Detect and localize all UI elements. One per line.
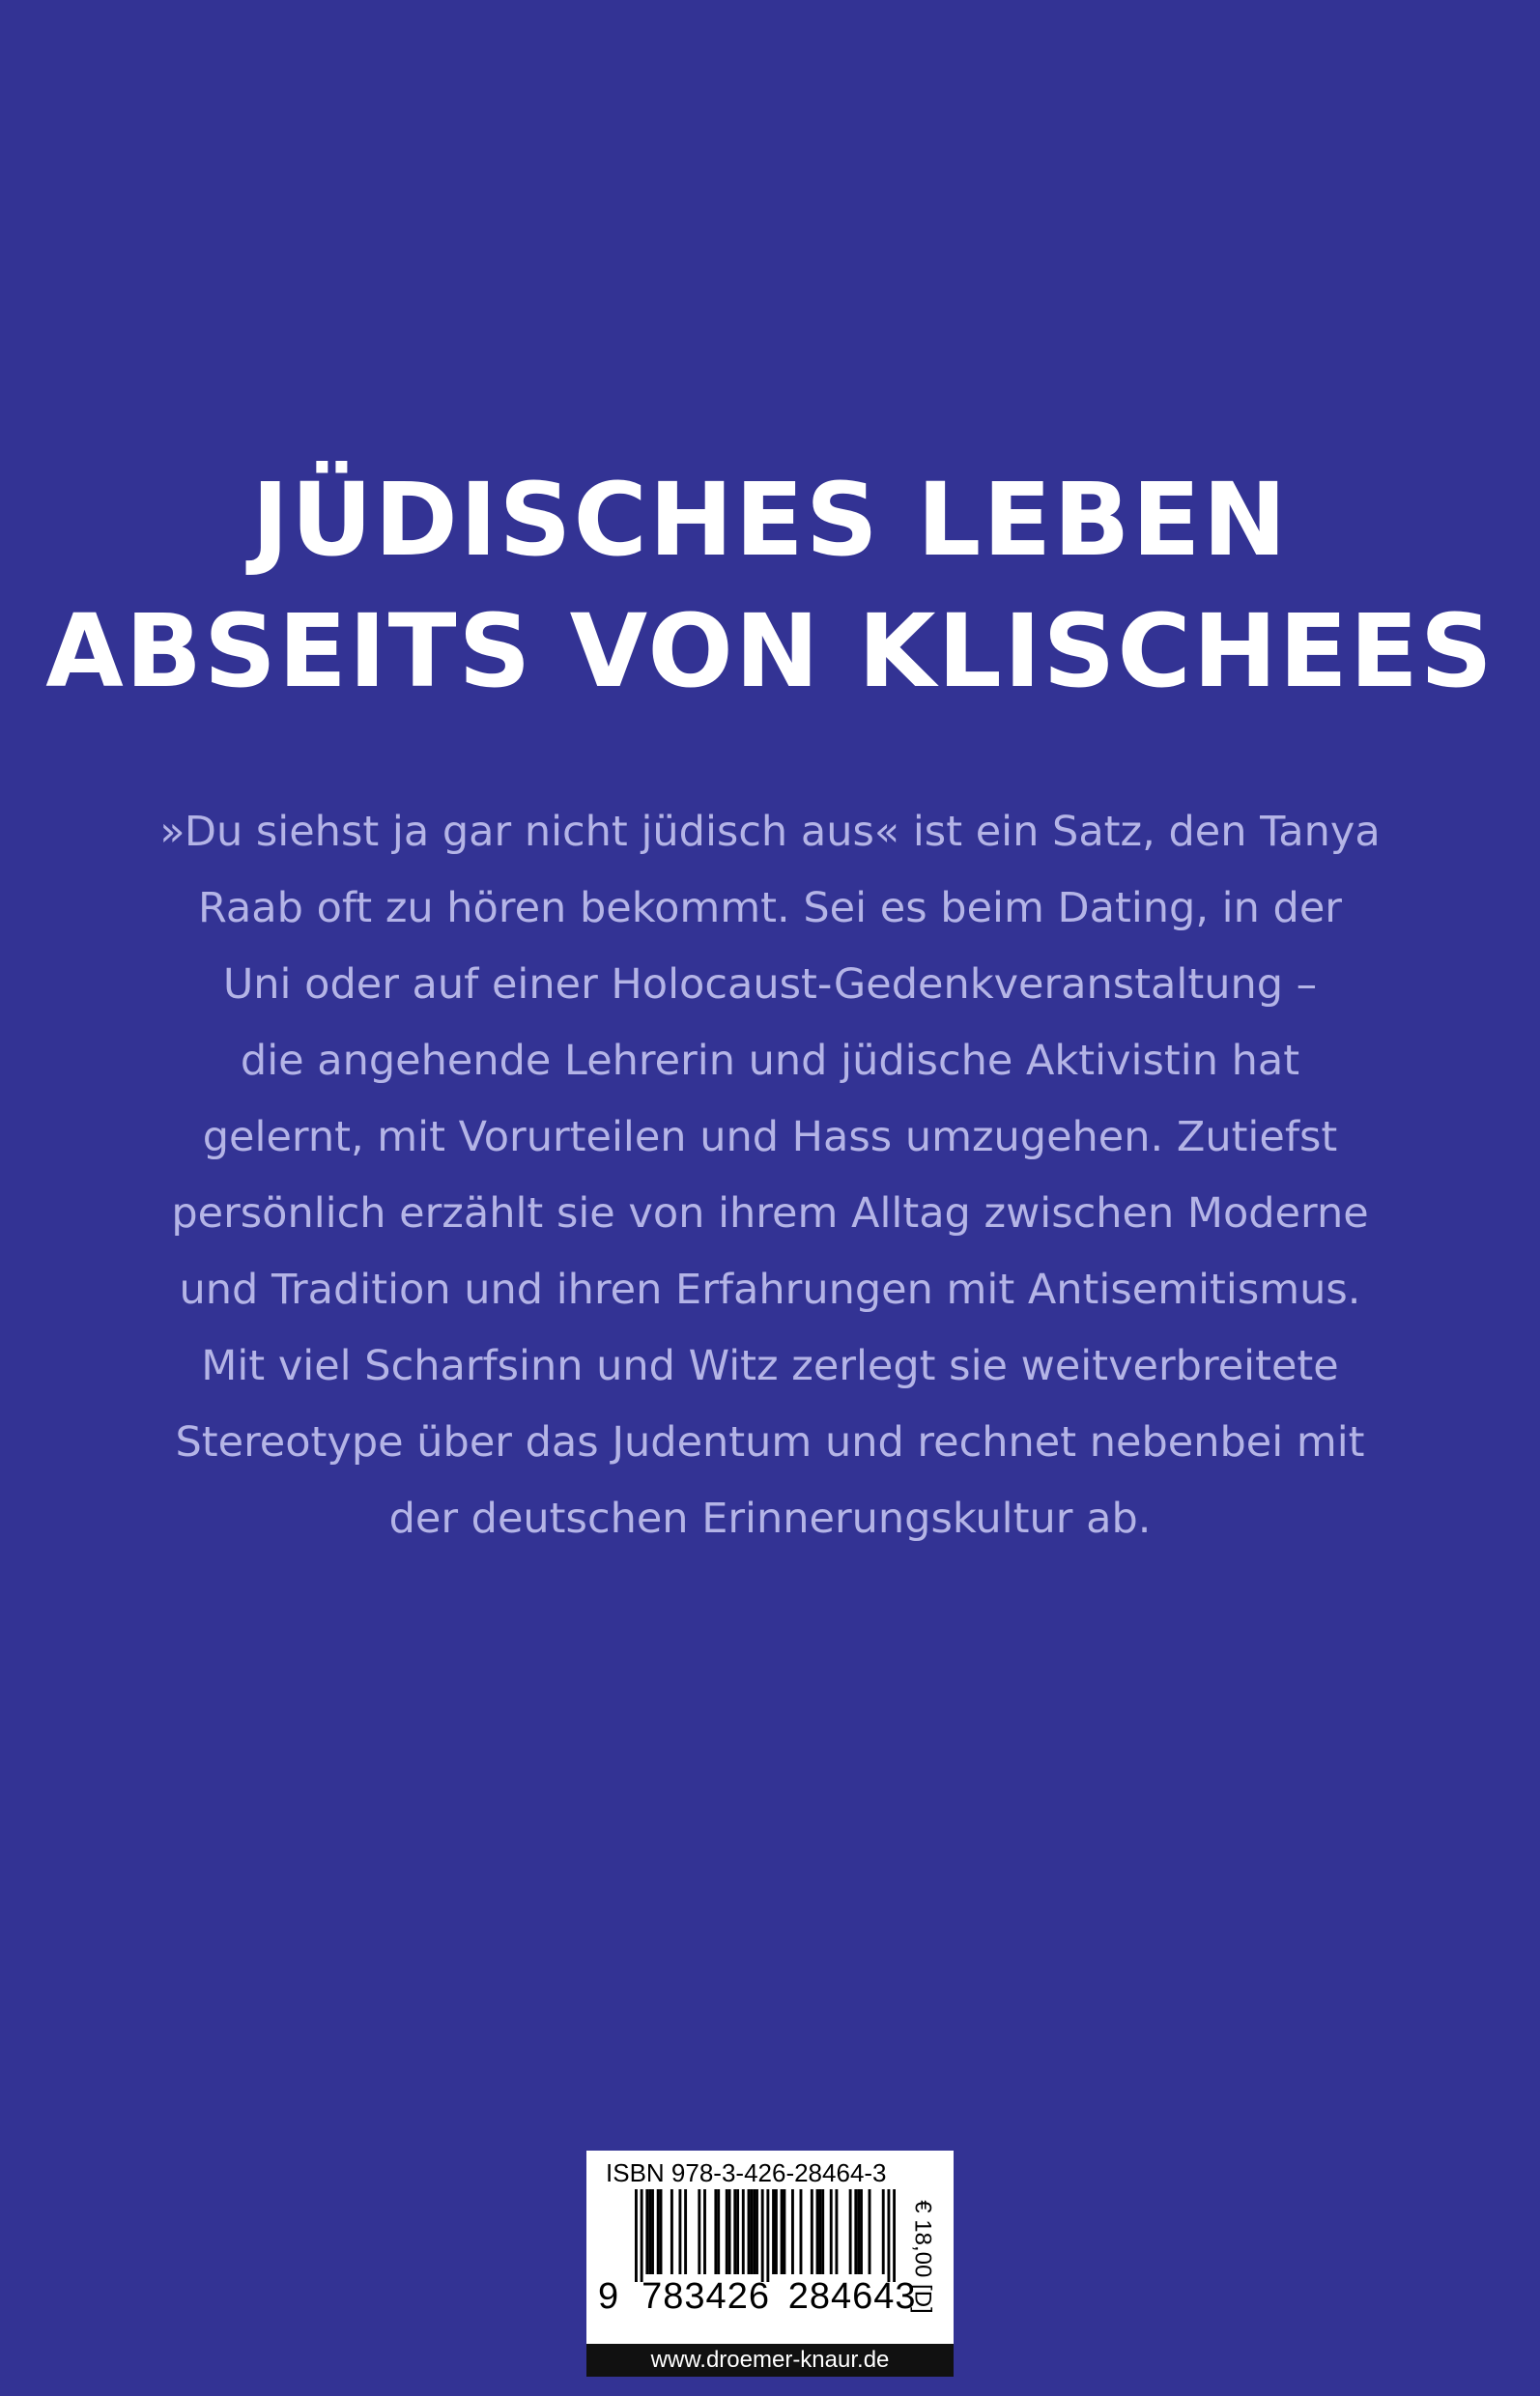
barcode-bar <box>698 2189 700 2274</box>
barcode-bar <box>657 2189 660 2274</box>
barcode-bar <box>775 2189 778 2274</box>
barcode-bar <box>821 2189 824 2274</box>
barcode-bar <box>811 2189 813 2274</box>
barcode-bar <box>772 2189 775 2274</box>
barcode-bar <box>835 2189 838 2274</box>
barcode-bar <box>651 2189 654 2274</box>
barcode-bar <box>648 2189 651 2274</box>
barcode-bar <box>748 2189 751 2274</box>
barcode-bar <box>756 2189 758 2274</box>
barcode-guard-bar <box>766 2189 769 2282</box>
headline-line-2: ABSEITS VON KLISCHEES <box>45 592 1495 710</box>
price-label: € 18,00 [D] <box>910 2200 937 2314</box>
barcode-bar <box>670 2189 673 2274</box>
barcode-bar <box>849 2189 852 2274</box>
barcode-block <box>586 2151 954 2344</box>
barcode-bar <box>684 2189 687 2274</box>
barcode-bar <box>733 2189 736 2274</box>
barcode-bar <box>800 2189 803 2274</box>
barcode-bar <box>830 2189 833 2274</box>
blurb-line: der deutschen Erinnerungskultur ab. <box>388 1495 1152 1543</box>
barcode-bar <box>791 2189 794 2274</box>
barcode-bar <box>703 2189 706 2274</box>
blurb-line: Uni oder auf einer Holocaust-Gedenkveranstaltung – <box>222 960 1318 1009</box>
barcode-bar <box>736 2189 739 2274</box>
barcode-digits <box>598 2276 920 2318</box>
blurb-line: die angehende Lehrerin und jüdische Aktivistin hat <box>240 1037 1300 1085</box>
blurb-line: Mit viel Scharfsinn und Witz zerlegt sie weitverbreitete <box>201 1342 1339 1390</box>
barcode-guard-bar <box>641 2189 643 2282</box>
price-label-wrap <box>903 2189 942 2325</box>
blurb-line: Stereotype über das Judentum und rechnet nebenbei mit <box>175 1418 1365 1467</box>
barcode-bar <box>678 2189 681 2274</box>
barcode-bar <box>818 2189 821 2274</box>
headline-line-1: JÜDISCHES LEBEN <box>251 461 1289 579</box>
blurb-line: gelernt, mit Vorurteilen und Hass umzugehen. Zutiefst <box>202 1113 1338 1161</box>
barcode-guard-bar <box>893 2189 896 2282</box>
headline <box>0 454 1540 717</box>
barcode-bar <box>660 2189 663 2274</box>
isbn-label: ISBN 978-3-426-28464-3 <box>606 2158 887 2187</box>
barcode-guard-bar <box>635 2189 638 2282</box>
barcode-digit-first: 9 <box>598 2276 620 2317</box>
barcode-bar <box>781 2189 784 2274</box>
barcode-bar <box>816 2189 819 2274</box>
blurb-line: persönlich erzählt sie von ihrem Alltag zwischen Moderne <box>171 1189 1369 1238</box>
barcode-bar <box>854 2189 857 2274</box>
barcode-bar <box>753 2189 756 2274</box>
blurb-text <box>145 794 1395 1557</box>
barcode-bar <box>717 2189 720 2274</box>
barcode-bar <box>645 2189 648 2274</box>
barcode-bar <box>714 2189 717 2274</box>
blurb-line: »Du siehst ja gar nicht jüdisch aus« ist ein Satz, den Tanya <box>159 808 1381 856</box>
barcode-guard-bar <box>761 2189 764 2282</box>
blurb-line: Raab oft zu hören bekommt. Sei es beim Dating, in der <box>198 884 1342 932</box>
publisher-url: www.droemer-knaur.de <box>586 2344 954 2377</box>
blurb-line: und Tradition und ihren Erfahrungen mit Antisemitismus. <box>179 1266 1361 1314</box>
barcode-bar <box>728 2189 731 2274</box>
barcode-bar <box>742 2189 745 2274</box>
barcode-bars <box>635 2189 896 2282</box>
barcode-bar <box>750 2189 753 2274</box>
barcode-bar <box>726 2189 728 2274</box>
barcode-digit-group-2: 284643 <box>787 2276 917 2317</box>
barcode-bar <box>783 2189 785 2274</box>
barcode-bar <box>857 2189 860 2274</box>
barcode-digit-group-1: 783426 <box>642 2276 770 2317</box>
barcode-bar <box>869 2189 871 2274</box>
barcode-bar <box>860 2189 863 2274</box>
barcode-guard-bar <box>887 2189 890 2282</box>
barcode-bar <box>882 2189 885 2274</box>
